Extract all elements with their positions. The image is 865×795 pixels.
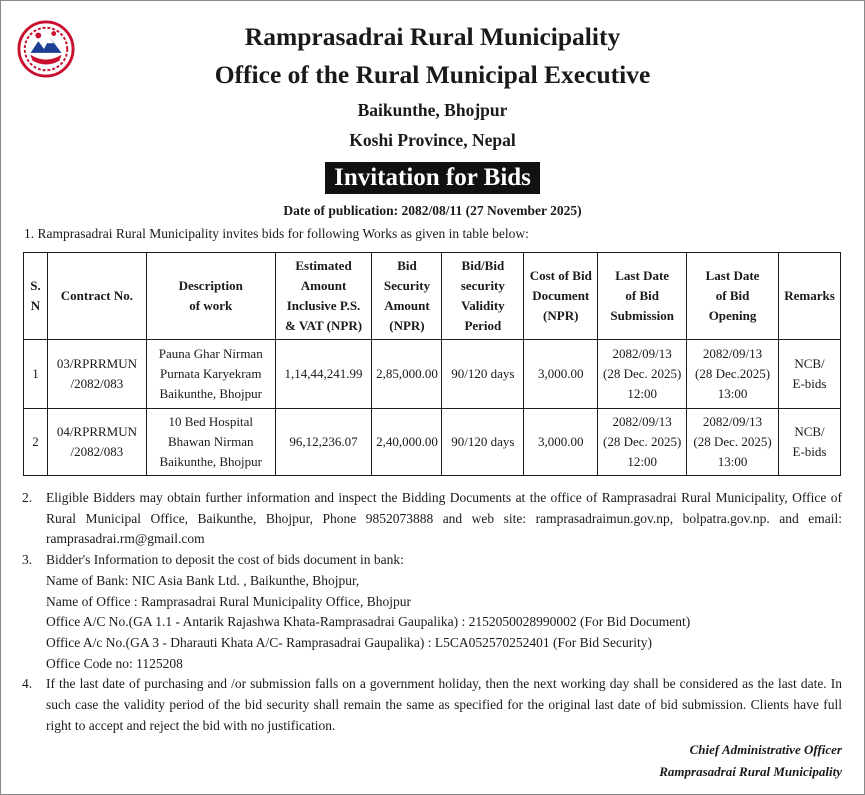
document-title: Invitation for Bids	[325, 162, 540, 194]
cell-sn: 2	[24, 409, 48, 476]
notes-section	[22, 488, 842, 736]
note-2	[22, 488, 842, 550]
note-number: 4.	[22, 676, 33, 692]
header-opening-date: Last Date of Bid Opening	[687, 253, 779, 340]
header-validity: Bid/Bid security Validity Period	[442, 253, 524, 340]
header-sn: S. N	[24, 253, 48, 340]
cell-estimated-amount: 1,14,44,241.99	[275, 340, 372, 409]
bids-table	[23, 252, 841, 476]
cell-validity: 90/120 days	[442, 409, 524, 476]
office-location: Baikunthe, Bhojpur	[357, 100, 508, 120]
table-header-row	[24, 253, 841, 340]
office-code: Office Code no: 1125208	[46, 655, 183, 671]
office-name: Office of the Rural Municipal Executive	[214, 60, 651, 89]
note-4	[22, 674, 842, 736]
account-bid-document: Office A/C No.(GA 1.1 - Antarik Rajashwa Khata-Ramprasadrai Gaupalika) : 2152050028990002 (For Bid Document)	[46, 614, 691, 630]
header-contract-no: Contract No.	[47, 253, 146, 340]
header-cost: Cost of Bid Document (NPR)	[524, 253, 598, 340]
intro-paragraph: 1. Ramprasadrai Rural Municipality invites bids for following Works as given in table below:	[24, 226, 529, 241]
cell-description: 10 Bed Hospital Bhawan Nirman Baikunthe, Bhojpur	[146, 409, 275, 476]
municipality-name: Ramprasadrai Rural Municipality	[244, 22, 621, 51]
note-text: If the last date of purchasing and /or submission falls on a government holiday, then the next working day shall be considered as the last date. In such case the validity period of the bid security shall remain the same as specified for the original last date of bid submission. Clients have full right to accept and reject the bid with no justification.	[46, 676, 842, 733]
office-province: Koshi Province, Nepal	[349, 130, 516, 150]
cell-sn: 1	[24, 340, 48, 409]
cell-opening-date: 2082/09/13 (28 Dec. 2025) 13:00	[687, 409, 779, 476]
header-remarks: Remarks	[778, 253, 840, 340]
cell-estimated-amount: 96,12,236.07	[275, 409, 372, 476]
cell-description: Pauna Ghar Nirman Purnata Karyekram Baikunthe, Bhojpur	[146, 340, 275, 409]
note-3	[22, 550, 842, 674]
cell-cost: 3,000.00	[524, 409, 598, 476]
cell-submission-date: 2082/09/13 (28 Dec. 2025) 12:00	[598, 340, 687, 409]
cell-remarks: NCB/ E-bids	[778, 340, 840, 409]
cell-opening-date: 2082/09/13 (28 Dec.2025) 13:00	[687, 340, 779, 409]
cell-remarks: NCB/ E-bids	[778, 409, 840, 476]
account-bid-security: Office A/c No.(GA 3 - Dharauti Khata A/C- Ramprasadrai Gaupalika) : L5CA052570252401 (For Bid Security)	[46, 634, 652, 650]
cell-validity: 90/120 days	[442, 340, 524, 409]
table-row	[24, 409, 841, 476]
cell-contract-no: 04/RPRRMUN /2082/083	[47, 409, 146, 476]
publication-date: Date of publication: 2082/08/11 (27 November 2025)	[283, 203, 582, 218]
header-submission-date: Last Date of Bid Submission	[598, 253, 687, 340]
bank-name: Name of Bank: NIC Asia Bank Ltd. , Baikunthe, Bhojpur,	[46, 572, 360, 588]
note-number: 2.	[22, 490, 33, 505]
note-title: Bidder's Information to deposit the cost of bids document in bank:	[46, 552, 404, 568]
header-bid-security: Bid Security Amount (NPR)	[372, 253, 442, 340]
header-estimated-amount: Estimated Amount Inclusive P.S. & VAT (NPR)	[275, 253, 372, 340]
cell-submission-date: 2082/09/13 (28 Dec. 2025) 12:00	[598, 409, 687, 476]
signature-office: Ramprasadrai Rural Municipality	[659, 764, 842, 779]
note-text: Eligible Bidders may obtain further information and inspect the Bidding Documents at the office of Ramprasadrai Rural Municipality, Office of Rural Municipal Office, Baikunthe, Bhojpur, Phone 9852073888 and web site: ramprasadraimun.gov.np, bolpatra.gov.np. and email: ramprasadrai.rm@gmail.com	[46, 490, 842, 547]
header-description: Description of work	[146, 253, 275, 340]
table-row	[24, 340, 841, 409]
note-number: 3.	[22, 552, 33, 568]
cell-contract-no: 03/RPRRMUN /2082/083	[47, 340, 146, 409]
cell-cost: 3,000.00	[524, 340, 598, 409]
cell-bid-security: 2,40,000.00	[372, 409, 442, 476]
signature-title: Chief Administrative Officer	[689, 742, 842, 757]
office-name-line: Name of Office : Ramprasadrai Rural Municipality Office, Bhojpur	[46, 593, 412, 609]
cell-bid-security: 2,85,000.00	[372, 340, 442, 409]
